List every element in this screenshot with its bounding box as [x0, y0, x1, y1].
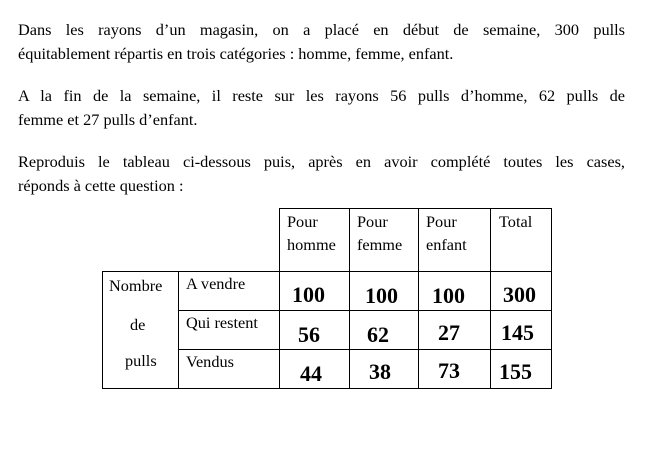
paragraph-instruction: [18, 150, 625, 198]
row-group-line: Nombre: [109, 276, 163, 295]
cell-value: 100: [365, 283, 398, 308]
header-line: Pour: [287, 212, 318, 231]
text-line: réponds à cette question :: [18, 176, 184, 195]
value-cell: [418, 349, 491, 389]
header-line: Pour: [426, 212, 457, 231]
row-label-cell: [178, 349, 280, 389]
cell-value: 100: [432, 283, 465, 308]
cell-value: 62: [367, 322, 389, 347]
row-label: Qui restent: [186, 313, 258, 332]
row-label-cell: [178, 310, 280, 350]
text-line: équitablement répartis en trois catégories : homme, femme, enfant.: [18, 44, 454, 63]
cell-value: 300: [503, 282, 536, 307]
cell-value: 100: [292, 282, 325, 307]
text-line: Reproduis le tableau ci-dessous puis, après en avoir complété toutes les cases,: [18, 152, 625, 171]
value-cell: [279, 310, 350, 350]
value-cell: [490, 271, 552, 311]
value-cell: [490, 310, 552, 350]
paragraph-intro: [18, 18, 625, 66]
cell-value: 73: [438, 358, 460, 383]
row-group-line: de: [130, 315, 146, 334]
cell-value: 155: [499, 359, 532, 384]
value-cell: [349, 271, 419, 311]
header-cell-enfant: [418, 208, 491, 272]
value-cell: [279, 349, 350, 389]
paragraph-end-of-week: [18, 84, 625, 132]
cell-value: 44: [300, 361, 322, 386]
header-cell-homme: [279, 208, 350, 272]
cell-value: 56: [298, 322, 320, 347]
text-line: femme et 27 pulls d’enfant.: [18, 110, 198, 129]
row-label: Vendus: [186, 352, 234, 371]
text-line: A la fin de la semaine, il reste sur les rayons 56 pulls d’homme, 62 pulls de: [18, 86, 625, 105]
cell-value: 38: [369, 359, 391, 384]
header-cell-total: [490, 208, 552, 272]
row-group-line: pulls: [125, 351, 157, 370]
header-line: femme: [357, 235, 403, 254]
text-line: Dans les rayons d’un magasin, on a placé en début de semaine, 300 pulls: [18, 20, 625, 39]
row-group-label-cell: [102, 271, 179, 389]
header-line: Pour: [357, 212, 388, 231]
row-label: A vendre: [186, 274, 246, 293]
value-cell: [349, 310, 419, 350]
row-label-cell: [178, 271, 280, 311]
header-line: homme: [287, 235, 336, 254]
value-cell: [490, 349, 552, 389]
header-cell-femme: [349, 208, 419, 272]
header-line: Total: [499, 212, 533, 231]
header-line: enfant: [426, 235, 467, 254]
value-cell: [279, 271, 350, 311]
value-cell: [418, 310, 491, 350]
value-cell: [418, 271, 491, 311]
cell-value: 145: [501, 320, 534, 345]
cell-value: 27: [438, 320, 460, 345]
value-cell: [349, 349, 419, 389]
